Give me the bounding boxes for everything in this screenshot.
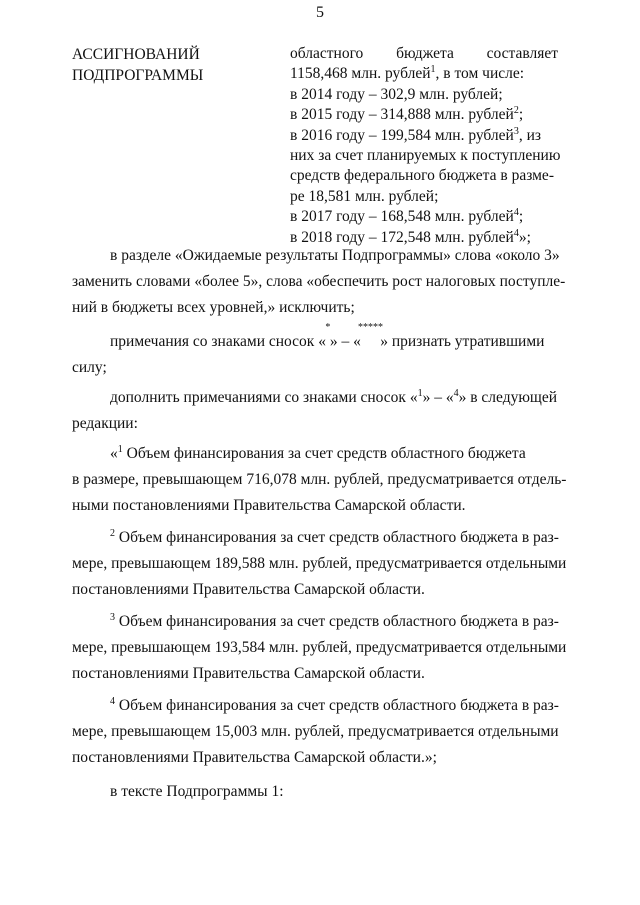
text-fragment: Объем финансирования за счет средств областного бюджета в раз-	[115, 697, 559, 714]
text-line: редакции:	[72, 415, 138, 432]
footnote-ref: 4	[110, 696, 115, 707]
text-line: в разделе «Ожидаемые результаты Подпрограммы» слова «около 3»	[110, 247, 560, 264]
text-fragment: «	[110, 445, 118, 462]
right-line-8: ре 18,581 млн. рублей;	[290, 187, 439, 205]
paragraph-notes-void	[72, 322, 558, 385]
text-fragment: в 2018 году – 172,548 млн. рублей	[290, 228, 514, 246]
paragraph-subprogram-text	[72, 783, 558, 809]
left-header-line-1: АССИГНОВАНИЙ	[72, 46, 200, 63]
text-line: в тексте Подпрограммы 1:	[110, 783, 284, 800]
text-line	[72, 529, 558, 555]
footnote-ref: 4	[453, 388, 459, 399]
asterisk-mark: *	[325, 322, 331, 333]
text-line: ными постановлениями Правительства Самарской области.	[72, 497, 466, 514]
text-fragment: » признать утратившими	[380, 333, 545, 350]
note-1	[72, 444, 567, 523]
text-fragment: , из	[518, 126, 541, 144]
note-3	[72, 612, 567, 691]
text-fragment: примечания со знаками сносок «	[110, 333, 326, 350]
text-fragment: Объем финансирования за счет средств областного бюджета в раз-	[115, 529, 559, 546]
text-fragment: »;	[518, 228, 531, 246]
text-fragment: , в том числе:	[435, 65, 525, 83]
right-line-3: в 2014 году – 302,9 млн. рублей;	[290, 85, 503, 103]
text-fragment: ;	[518, 208, 524, 226]
text-line	[72, 322, 558, 359]
text-fragment: » – «	[422, 389, 454, 406]
text-fragment: Объем финансирования за счет средств областного бюджета в раз-	[115, 613, 559, 630]
text-line: ний в бюджеты всех уровней,» исключить;	[72, 299, 355, 316]
footnote-ref: 2	[513, 105, 519, 117]
word: областного	[290, 45, 364, 62]
document-body	[72, 247, 567, 809]
paragraph-add-notes	[72, 389, 558, 441]
text-fragment: ;	[518, 106, 524, 124]
word: бюджета	[396, 45, 454, 62]
text-line: мере, превышающем 15,003 млн. рублей, предусматривается отдельными	[72, 723, 559, 740]
text-line: постановлениями Правительства Самарской области.	[72, 581, 425, 598]
text-line: заменить словами «более 5», слова «обеспечить рост налоговых поступле-	[72, 273, 566, 290]
footnote-ref: 4	[513, 227, 519, 239]
paragraph-expected-results	[72, 247, 566, 325]
text-line	[72, 389, 558, 415]
footnote-ref: 4	[513, 207, 519, 219]
text-line: силу;	[72, 359, 107, 376]
text-line: мере, превышающем 193,584 млн. рублей, предусматривается отдельными	[72, 639, 567, 656]
text-line	[72, 613, 558, 639]
footnote-ref: 1	[430, 64, 436, 76]
right-line-6: них за счет планируемых к поступлению	[290, 146, 561, 164]
text-fragment: в 2016 году – 199,584 млн. рублей	[290, 126, 514, 144]
word: составляет	[486, 45, 558, 62]
text-line: в размере, превышающем 716,078 млн. рублей, предусматривается отдель-	[72, 471, 567, 488]
note-2	[72, 528, 567, 607]
right-line-2	[290, 64, 558, 84]
right-line-9	[290, 207, 558, 227]
text-line: постановлениями Правительства Самарской области.»;	[72, 749, 437, 766]
table-left-cell	[72, 44, 272, 86]
text-line: мере, превышающем 189,588 млн. рублей, предусматривается отдельными	[72, 555, 567, 572]
note-4	[72, 697, 558, 775]
asterisk-footnote-sign	[358, 322, 384, 351]
text-line: постановлениями Правительства Самарской области.	[72, 665, 425, 682]
text-fragment	[290, 126, 541, 146]
footnote-ref: 2	[110, 528, 115, 539]
asterisk-footnote-sign	[325, 322, 331, 351]
text-fragment: 1158,468 млн. рублей	[290, 65, 431, 83]
right-line-1	[290, 44, 558, 64]
text-line	[72, 697, 558, 723]
right-line-10	[290, 228, 558, 248]
right-line-4	[290, 105, 558, 125]
page-number: 5	[316, 4, 324, 21]
footnote-ref: 1	[117, 444, 123, 455]
text-fragment: в 2017 году – 168,548 млн. рублей	[290, 208, 514, 226]
text-fragment: в 2015 году – 314,888 млн. рублей	[290, 106, 514, 124]
text-fragment: » в следующей	[458, 389, 558, 406]
right-line-7: средств федерального бюджета в разме-	[290, 167, 554, 185]
text-line	[72, 445, 558, 471]
footnote-ref: 1	[417, 388, 423, 399]
right-line-5	[290, 126, 558, 146]
text-fragment: » – «	[329, 333, 361, 350]
asterisk-mark: *****	[358, 322, 384, 333]
footnote-ref: 3	[110, 612, 115, 623]
text-fragment: Объем финансирования за счет средств областного бюджета	[122, 445, 526, 462]
text-fragment: дополнить примечаниями со знаками сносок «	[110, 389, 418, 406]
footnote-ref: 3	[513, 125, 519, 137]
left-header-line-2: ПОДПРОГРАММЫ	[72, 67, 204, 84]
table-right-cell	[290, 44, 561, 248]
